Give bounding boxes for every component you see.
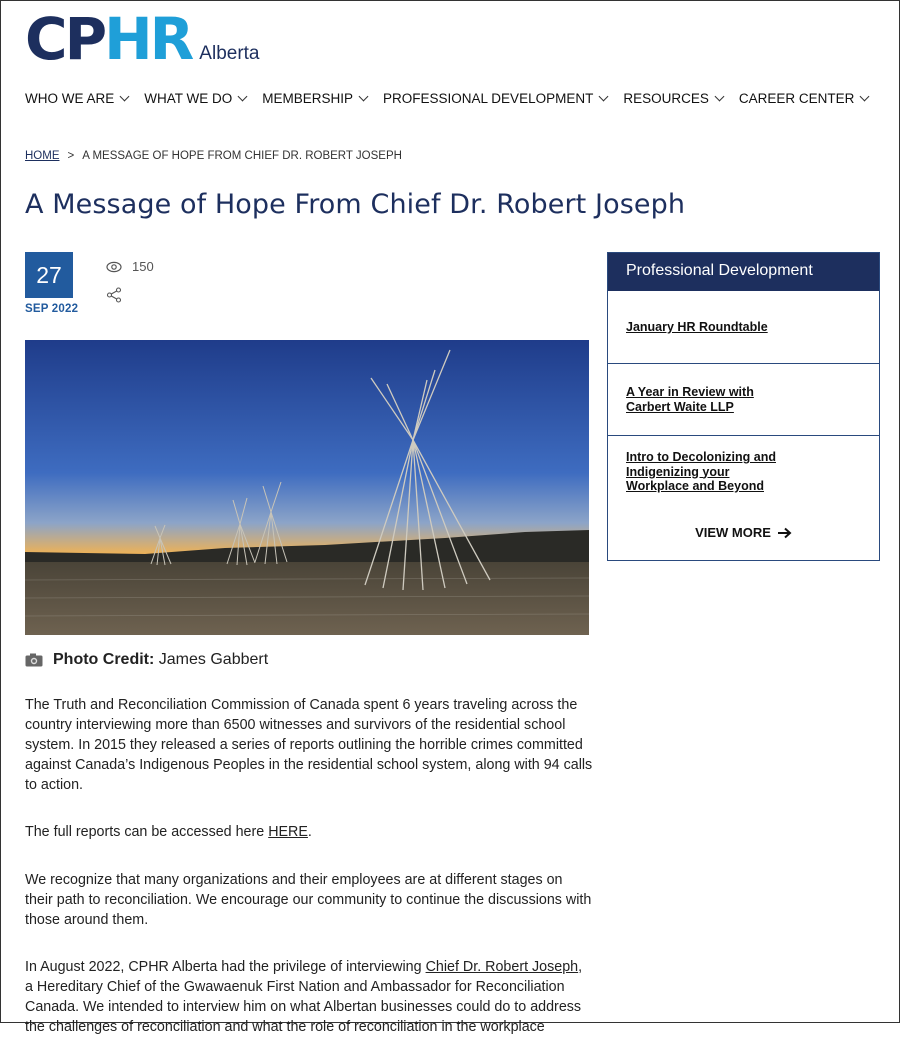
- nav-membership[interactable]: [262, 91, 367, 106]
- chief-robert-joseph-link[interactable]: Chief Dr. Robert Joseph: [425, 959, 579, 975]
- photo-credit-name: James Gabbert: [158, 651, 269, 668]
- nav-label: RESOURCES: [623, 91, 709, 106]
- logo-letter-c: C: [25, 5, 65, 73]
- view-count-value: 150: [132, 259, 154, 274]
- eye-icon: [106, 261, 122, 273]
- date-month-year: SEP 2022: [25, 303, 79, 315]
- camera-icon: [25, 653, 43, 667]
- main-nav: [25, 91, 884, 106]
- share-icon: [106, 287, 122, 303]
- chevron-down-icon: [359, 92, 369, 102]
- event-item[interactable]: [608, 436, 879, 494]
- chevron-down-icon: [714, 92, 724, 102]
- event-title-line1: Intro to Decolonizing and: [626, 450, 776, 464]
- breadcrumb: [25, 150, 402, 162]
- photo-credit-label: Photo Credit:: [53, 651, 155, 668]
- event-item[interactable]: [608, 364, 879, 436]
- event-title-line2: Carbert Waite LLP: [626, 399, 734, 414]
- nav-what-we-do[interactable]: [144, 91, 246, 106]
- panel-title: Professional Development: [608, 253, 879, 291]
- view-more-label: VIEW MORE: [695, 525, 771, 540]
- nav-label: PROFESSIONAL DEVELOPMENT: [383, 91, 594, 106]
- arrow-right-icon: [777, 527, 792, 539]
- date-day-badge: 27: [25, 252, 73, 298]
- nav-label: MEMBERSHIP: [262, 91, 354, 106]
- logo-letter-p: P: [64, 5, 105, 73]
- p2-text-end: .: [307, 824, 312, 840]
- p2-text: The full reports can be accessed here: [25, 824, 269, 840]
- chevron-down-icon: [120, 92, 130, 102]
- reports-here-link[interactable]: HERE: [268, 824, 308, 840]
- p4-text-end: , a Hereditary Chief of the Gwawaenuk First Nation and Ambassador for Reconciliation Canada. We intended to interview him on what Albertan businesses could do to address the challenges of reconciliation and what the role of reconciliation in the workplace: [25, 959, 583, 1035]
- chevron-down-icon: [599, 92, 609, 102]
- breadcrumb-current: A MESSAGE OF HOPE FROM CHIEF DR. ROBERT JOSEPH: [82, 150, 402, 162]
- article-paragraph-2: [25, 822, 593, 842]
- event-title: January HR Roundtable: [626, 319, 768, 334]
- view-more-button[interactable]: [608, 525, 879, 540]
- nav-professional-development[interactable]: [383, 91, 607, 106]
- breadcrumb-home-link[interactable]: HOME: [25, 150, 60, 162]
- event-link[interactable]: [626, 385, 754, 414]
- cphr-alberta-logo[interactable]: [25, 5, 260, 73]
- event-link[interactable]: [626, 320, 768, 335]
- event-item[interactable]: [608, 291, 879, 364]
- page-title: A Message of Hope From Chief Dr. Robert Joseph: [25, 189, 686, 220]
- chevron-down-icon: [238, 92, 248, 102]
- share-button[interactable]: [106, 287, 122, 308]
- view-count: [106, 259, 154, 274]
- nav-who-we-are[interactable]: [25, 91, 128, 106]
- professional-development-panel: [607, 252, 880, 561]
- event-title-line1: A Year in Review with: [626, 385, 754, 399]
- photo-credit: [25, 651, 268, 669]
- nav-label: WHAT WE DO: [144, 91, 233, 106]
- logo-letters-hr: HR: [104, 5, 192, 73]
- article-paragraph-4: [25, 957, 593, 1037]
- nav-label: WHO WE ARE: [25, 91, 115, 106]
- nav-label: CAREER CENTER: [738, 91, 855, 106]
- breadcrumb-separator: >: [67, 150, 75, 162]
- hero-image-teepee-frames: [25, 340, 589, 635]
- event-title-line3: Workplace and Beyond: [626, 479, 764, 493]
- logo-region: Alberta: [199, 43, 260, 64]
- article-paragraph-1: The Truth and Reconciliation Commission of Canada spent 6 years traveling across the country interviewing more than 6500 witnesses and survivors of the residential school system. In 2015 they released a series of reports outlining the horrible crimes committed against Canada’s Indigenous Peoples in the residential school system, along with 94 calls to action.: [25, 697, 593, 793]
- event-link[interactable]: [626, 450, 776, 493]
- chevron-down-icon: [860, 92, 870, 102]
- p4-text: In August 2022, CPHR Alberta had the privilege of interviewing: [25, 959, 426, 975]
- nav-resources[interactable]: [623, 91, 723, 106]
- event-title-line2: Indigenizing your: [626, 464, 730, 479]
- article-paragraph-3: We recognize that many organizations and their employees are at different stages on their path to reconciliation. We encourage our community to continue the discussions with those around them.: [25, 872, 592, 928]
- nav-career-center[interactable]: [739, 91, 869, 106]
